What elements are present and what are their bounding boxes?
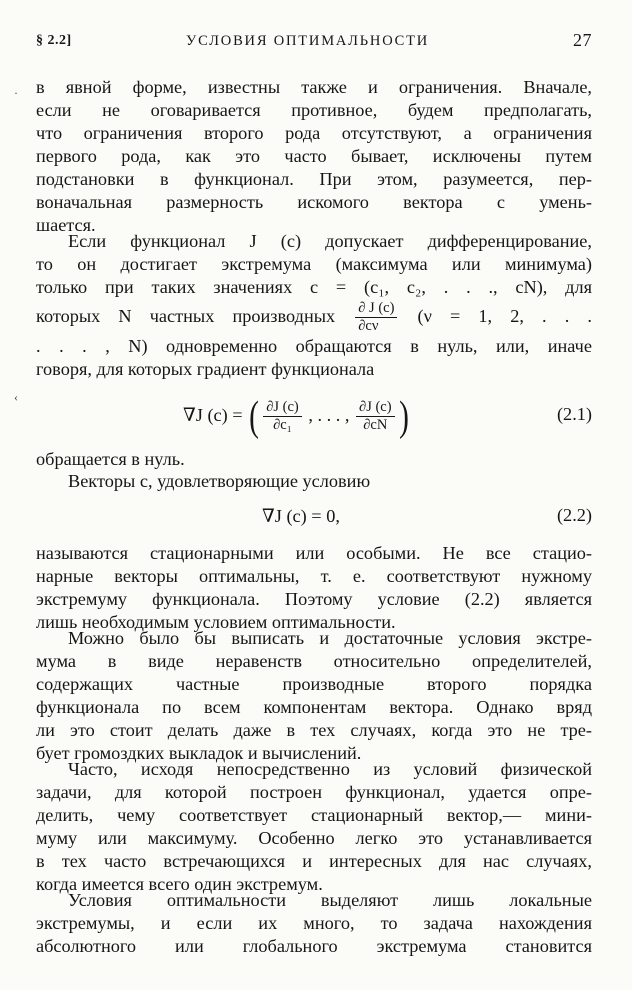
frac-denominator: ∂cN	[363, 417, 388, 434]
text-line: мума в виде неравенств относительно определителей,	[36, 651, 592, 671]
text-line: задачи, для которой построен функционал, удается опре-	[36, 782, 592, 802]
equation-2-1	[183, 392, 411, 438]
frac-denominator: ∂cν	[358, 318, 379, 335]
text-line: шается.	[36, 215, 96, 235]
text-line: лишь необходимым условием оптимальности.	[36, 612, 396, 632]
partial-derivative	[263, 399, 302, 434]
text-line: первого рода, как это часто бывает, исключены путем	[36, 146, 592, 166]
text-line: обращается в нуль.	[36, 449, 185, 469]
text-line: в тех часто встречающихся и интересных для нас случаях,	[36, 851, 592, 871]
text-line: в явной форме, известны также и ограничения. Вначале,	[36, 77, 592, 97]
running-title: УСЛОВИЯ ОПТИМАЛЬНОСТИ	[186, 33, 430, 49]
text-line: что ограничения второго рода отсутствуют, а ограничения	[36, 123, 592, 143]
text-line: делить, чему соответствует стационарный вектор,— мини-	[36, 805, 592, 825]
text-line: абсолютного или глобального экстремума становится	[36, 936, 592, 956]
scan-mark: ‹	[14, 390, 18, 404]
text-line: бует громоздких выкладок и вычислений.	[36, 743, 362, 763]
text-line: Если функционал J (c) допускает дифференцирование,	[68, 231, 592, 251]
text-line: говоря, для которых градиент функционала	[36, 359, 375, 379]
right-paren: )	[398, 393, 409, 440]
frac-denominator: ∂c₁	[273, 417, 292, 434]
equation-number: (2.2)	[556, 505, 592, 525]
frac-numerator: ∂J (c)	[263, 399, 302, 417]
left-paren: (	[249, 393, 260, 440]
text-line: . . . , N) одновременно обращаются в нуль, или, иначе	[36, 336, 592, 356]
eq-ellipsis: , . . . ,	[308, 405, 350, 425]
frac-numerator: ∂J (c)	[356, 399, 395, 417]
text-line: воначальная размерность искомого вектора c умень-	[36, 192, 592, 212]
text-line: нарные векторы оптимальны, т. е. соответствуют нужному	[36, 566, 592, 586]
text-line: Можно было бы выписать и достаточные условия экстре-	[68, 628, 592, 648]
text-line: Часто, исходя непосредственно из условий физической	[68, 759, 592, 779]
page-header	[36, 30, 592, 53]
text-line: содержащих частные производные второго порядка	[36, 674, 592, 694]
frac-numerator: ∂ J (c)	[355, 300, 397, 318]
equation-number: (2.1)	[556, 404, 592, 424]
text-line: только при таких значениях c = (c₁, c₂, . . ., cN), для	[36, 277, 592, 297]
scan-mark: ·	[14, 86, 18, 100]
text-line: подстановки в функционал. При этом, разумеется, пер-	[36, 169, 592, 189]
text-line: функционала по всем компонентам вектора. Однако вряд	[36, 697, 592, 717]
equation-2-2: ∇J (c) = 0,	[262, 506, 340, 526]
text-fragment: (ν = 1, 2, . . .	[417, 306, 592, 326]
text-line: ли это стоит делать даже в тех случаях, когда это не тре-	[36, 720, 592, 740]
text-line: Условия оптимальности выделяют лишь локальные	[68, 890, 592, 910]
text-line: Векторы c, удовлетворяющие условию	[68, 471, 371, 491]
section-ref: § 2.2]	[36, 33, 72, 48]
eq-lhs: ∇J (c) =	[183, 405, 243, 425]
text-line-with-fraction	[36, 296, 592, 336]
text-line: называются стационарными или особыми. Не все стацио-	[36, 543, 592, 563]
text-fragment: которых N частных производных	[36, 306, 336, 326]
text-line: если не оговаривается противное, будем предполагать,	[36, 100, 592, 120]
text-line: экстремумы, и если их много, то задача нахождения	[36, 913, 592, 933]
partial-derivative	[356, 399, 395, 434]
page-number: 27	[573, 30, 592, 50]
text-line: то он достигает экстремума (максимума или минимума)	[36, 254, 592, 274]
text-line: экстремуму функционала. Поэтому условие (2.2) является	[36, 589, 592, 609]
text-line: муму или максимуму. Особенно легко это устанавливается	[36, 828, 592, 848]
text-line: когда имеется всего один экстремум.	[36, 874, 323, 894]
partial-derivative	[355, 300, 397, 335]
